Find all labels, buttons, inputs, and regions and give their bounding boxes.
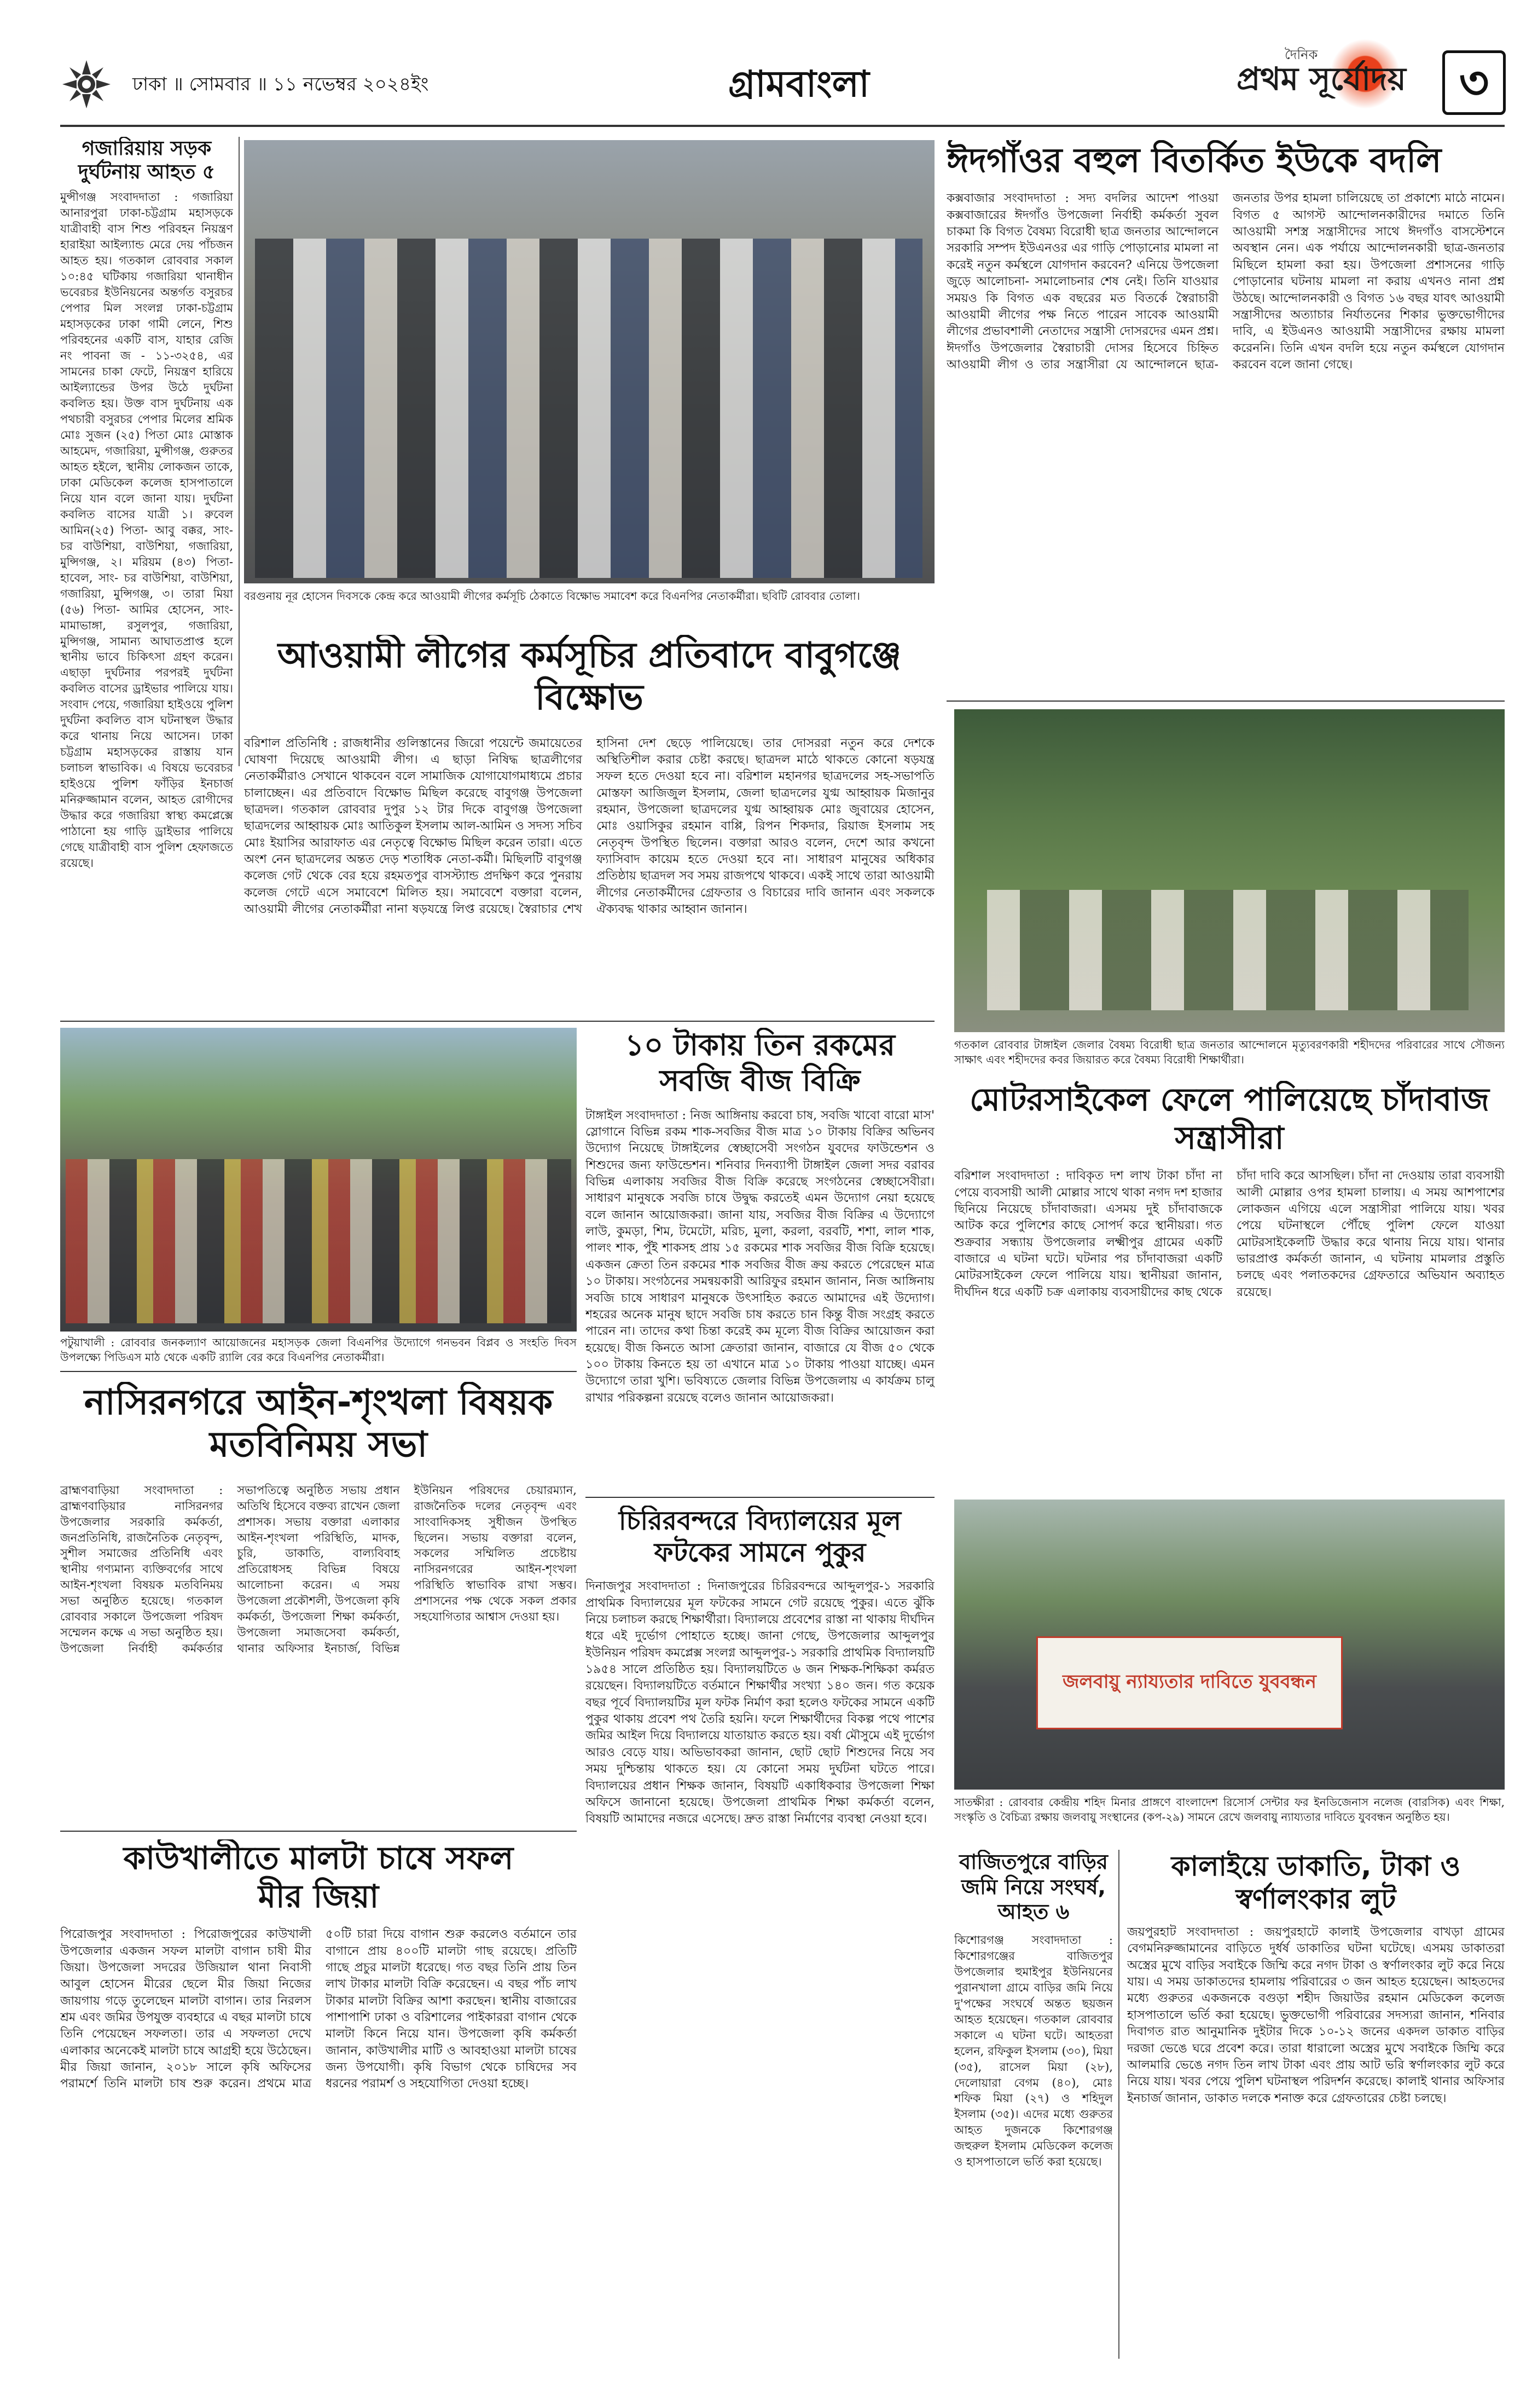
article-headline: কাউখালীতে মালটা চাষে সফল মীর জিয়া <box>123 1839 514 1915</box>
article-body: বরিশাল প্রতিনিধি : রাজধানীর গুলিস্তানের জিরো পয়েন্টে জমায়েতের ঘোষণা দিয়েছে আওয়ামী লীগ। এ ছাড়া নিষিদ্ধ ছাত্রলীগের নেতাকর্মীরাও সেখানে থাকবেন বলে সামাজিক যোগাযোগমাধ্যমে প্রচার চালাচ্ছেন। এর প্রতিবাদে বিক্ষোভ মিছিল করেছে বাবুগঞ্জ উপজেলা ছাত্রদল। গতকাল রোববার দুপুর ১২ টার দিকে বাবুগঞ্জ উপজেলা ছাত্রদলের আহ্বায়ক মোঃ আতিকুল ইসলাম আল-আমিন ও সদস্য সচিব মোঃ ইয়াসির আরাফাত এর নেতৃত্বে বিক্ষোভ মিছিল করেন তারা। এতে অংশ নেন ছাত্রদলের অন্তত দেড় শতাধিক নেতা-কর্মী। মিছিলটি বাবুগঞ্জ কলেজ গেট থেকে বের হয়ে রহমতপুর বাসস্ট্যান্ড প্রদক্ষিণ করে পুনরায় কলেজ গেটে এসে সমাবেশে মিলিত হয়। সমাবেশে বক্তারা বলেন, আওয়ামী লীগের নেতাকর্মীরা নানা ষড়যন্ত্রে লিপ্ত রয়েছে। স্বৈরাচার শেখ হাসিনা দেশ ছেড়ে পালিয়েছে। তার দোসররা নতুন করে দেশকে অস্থিতিশীল করার চেষ্টা করছে। ছাত্রদল মাঠে থাকতে কোনো ষড়যন্ত্র সফল হতে দেওয়া হবে না। বরিশাল মহানগর ছাত্রদলের সহ-সভাপতি মোস্তফা আজিজুল ইসলাম, জেলা ছাত্রদলের যুগ্ম আহ্বায়ক মিজানুর রহমান, উপজেলা ছাত্রদলের যুগ্ম আহ্বায়ক মোঃ জুবায়ের হোসেন, মোঃ ওয়াসিকুর রহমান বাপ্পি, রিপন শিকদার, রিয়াজ ইসলাম সহ নেতৃবৃন্দ উপস্থিত ছিলেন। বক্তারা আরও বলেন, দেশে আর কখনো ফ্যাসিবাদ কায়েম হতে দেওয়া হবে না। সাধারণ মানুষের অধিকার প্রতিষ্ঠায় ছাত্রদল সব সময় রাজপথে থাকবে। একই সাথে তারা আওয়ামী লীগের নেতাকর্মীদের গ্রেফতার ও বিচারের দাবি জানান এবং সকলকে ঐক্যবদ্ধ থাকার আহ্বান জানান। <box>244 736 935 917</box>
masthead <box>0 0 1532 130</box>
article-headline: ১০ টাকায় তিন রকমের সবজি বীজ বিক্রি <box>625 1028 895 1098</box>
article-headline: গজারিয়ায় সড়ক দুর্ঘটনায় আহত ৫ <box>78 137 216 184</box>
page-number-box <box>1442 50 1506 115</box>
article-body: জয়পুরহাট সংবাদদাতা : জয়পুরহাটে কালাই উপজেলার বাখড়া গ্রামের বেগমনিরুজ্জামানের বাড়িতে দুর্ধর্ষ ডাকাতির ঘটনা ঘটেছে। এসময় ডাকাতরা অস্ত্রের মুখে বাড়ির সবাইকে জিম্মি করে নগদ টাকা ও স্বর্ণালংকার লুট করে নিয়ে যায়। এ সময় ডাকাতদের হামলায় পরিবারের ৩ জন আহত হয়েছেন। আহতদের মধ্যে গুরুতর একজনকে বগুড়া শহীদ জিয়াউর রহমান মেডিকেল কলেজ হাসপাতালে ভর্তি করা হয়েছে। ভুক্তভোগী পরিবারের সদস্যরা জানান, শনিবার দিবাগত রাত আনুমানিক দুইটার দিকে ১০-১২ জনের একদল ডাকাত বাড়ির দরজা ভেঙে ঘরে প্রবেশ করে। তারা ধারালো অস্ত্রের মুখে সবাইকে জিম্মি করে আলমারি ভেঙে নগদ তিন লাখ টাকা এবং প্রায় আট ভরি স্বর্ণালংকার লুট করে নিয়ে যায়। খবর পেয়ে পুলিশ ঘটনাস্থল পরিদর্শন করেছে। কালাই থানার অফিসার ইনচার্জ জানান, ডাকাত দলকে শনাক্ত করে গ্রেফতারের চেষ্টা চলছে। <box>1127 1925 1505 2105</box>
article-body: টাঙ্গাইল সংবাদদাতা : নিজ আঙ্গিনায় করবো চাষ, সবজি খাবো বারো মাস' স্লোগানে বিভিন্ন রকম শাক-সবজির বীজ মাত্র ১০ টাকায় বিক্রির অভিনব উদ্যোগ নিয়েছে টাঙ্গাইলের স্বেচ্ছাসেবী সংগঠন যুবদের ফাউন্ডেশন ও শিশুদের জন্য ফাউন্ডেশন। শনিবার দিনব্যাপী টাঙ্গাইল জেলা সদর বরাবর বিভিন্ন এলাকায় সবজির বীজ বিক্রি করেছে সংগঠনের স্বেচ্ছাসেবীরা। সাধারণ মানুষকে সবজি চাষে উদ্বুদ্ধ করতেই এমন উদ্যোগ নেয়া হয়েছে বলে জানান আয়োজকরা। জানা যায়, সবজির বীজ বিক্রির এ উদ্যোগে লাউ, কুমড়া, শিম, টমেটো, মরিচ, মুলা, করলা, বরবটি, শশা, লাল শাক, পালং শাক, পুঁই শাকসহ প্রায় ১৫ রকমের শাক সবজির বীজ বিক্রি হয়েছে। একজন ক্রেতা তিন রকমের শাক সবজির বীজ ক্রয় করতে পেরেছেন মাত্র ১০ টাকায়। সংগঠনের সমন্বয়কারী আরিফুর রহমান জানান, নিজ আঙ্গিনায় সবজি চাষে সাধারণ মানুষকে উৎসাহিত করতে আমাদের এই উদ্যোগ। শহরের অনেক মানুষ ছাদে সবজি চাষ করতে চান কিন্তু বীজ সংগ্রহ করতে পারেন না। তাদের কথা চিন্তা করেই কম মূল্যে বীজ বিক্রির আয়োজন করা হয়েছে। বীজ কিনতে আসা ক্রেতারা জানান, বাজারে যে বীজ ৫০ থেকে ১০০ টাকায় কিনতে হয় তা এখানে মাত্র ১০ টাকায় পাওয়া যাচ্ছে। এমন উদ্যোগে তারা খুশি। ভবিষ্যতে জেলার বিভিন্ন উপজেলায় এ কার্যক্রম চালু রাখার পরিকল্পনা রয়েছে বলেও জানান আয়োজকরা। <box>585 1108 935 1405</box>
article-motorcycle <box>954 1081 1505 1491</box>
divider <box>60 1021 935 1022</box>
article-nasirnagar <box>60 1376 577 1825</box>
barguna-rally-photo <box>244 140 935 583</box>
graves-shape <box>987 890 1469 1010</box>
barguna-photo-caption: বরগুনায় নূর হোসেন দিবসকে কেন্দ্র করে আওয়ামী লীগের কর্মসূচি ঠেকাতে বিক্ষোভ সমাবেশ করে বিএনপির নেতাকর্মীরা। ছবিটি রোববার তোলা। <box>244 589 860 603</box>
article-body: কক্সবাজার সংবাদদাতা : সদ্য বদলির আদেশ পাওয়া কক্সবাজারের ঈদগাঁও উপজেলা নির্বাহী কর্মকর্তা সুবল চাকমা কি বিগত বৈষম্য বিরোধী ছাত্র জনতার আন্দোলনে সরকারি সম্পদ ইউএনওর এর গাড়ি পোড়ানোর মামলা না করেই নতুন কর্মস্থলে যোগদান করবেন? এনিয়ে উপজেলা জুড়ে আলোচনা- সমালোচনার শেষ নেই। তিনি যাওয়ার সময়ও কি বিগত এক বছরের মত বিতর্কে স্বৈরাচারী আওয়ামী লীগের পক্ষ নিতে পারেন সাবেক আওয়ামী লীগের প্রভাবশালী নেতাদের সন্ত্রাসী দোসরদের এমন প্রশ্ন। ঈদগাঁও উপজেলার স্বৈরাচারী দোসর হিসেবে চিহ্নিত আওয়ামী লীগ ও তার সন্ত্রাসীরা যে আন্দোলনে ছাত্র-জনতার উপর হামলা চালিয়েছে তা প্রকাশ্যে মাঠে নামেন। বিগত ৫ আগস্ট আন্দোলনকারীদের দমাতে তিনি আওয়ামী সশস্ত্র সন্ত্রাসীদের সাথে ঈদগাঁও বাসস্টেশনে অবস্থান নেন। এক পর্যায়ে আন্দোলনকারী ছাত্র-জনতার মিছিলে হামলা করা হয়। উপজেলা প্রশাসনের গাড়ি পোড়ানোর ঘটনায় মামলা না করায় এখনও নানা প্রশ্ন উঠছে। আন্দোলনকারী ও বিগত ১৬ বছর যাবৎ আওয়ামী সন্ত্রাসীদের অত্যাচার নির্যাতনের শিকার ভুক্তভোগীদের দাবি, এ ইউএনও আওয়ামী সন্ত্রাসীদের রক্ষায় মামলা করেননি। তিনি এখন বদলি হয়ে নতুন কর্মস্থলে যোগদান করবেন বলে জানা গেছে। <box>947 192 1505 372</box>
satkhira-photo-caption: সাতক্ষীরা : রোববার কেন্দ্রীয় শহিদ মিনার প্রাঙ্গণে বাংলাদেশ রিসোর্স সেন্টার ফর ইনডিজেনাস নলেজ (বারসিক) এবং শিক্ষা, সংস্কৃতি ও বৈচিত্র্য রক্ষায় জলবায়ু সংস্থানের (কপ-২৯) সামনে রেখে জলবায়ু ন্যায্যতার দাবিতে যুববন্ধন অনুষ্ঠিত হয়। <box>954 1796 1505 1824</box>
patuakhali-photo-caption: পটুয়াখালী : রোববার জনকল্যাণ আয়োজনের মহাসড়ক জেলা বিএনপির উদ্যোগে গনভবন বিপ্লব ও সংহতি দিবস উপলক্ষ্যে পিডিএস মাঠ থেকে একটি র‍্যালি বের করে বিএনপির নেতাকর্মীরা। <box>60 1336 577 1364</box>
paper-prefix: দৈনিক <box>1285 47 1318 62</box>
satkhira-photo <box>954 1500 1505 1790</box>
article-headline: বাজিতপুরে বাড়ির জমি নিয়ে সংঘর্ষ, আহত ৬ <box>959 1850 1108 1924</box>
article-headline: আওয়ামী লীগের কর্মসূচির প্রতিবাদে বাবুগঞ্জে বিক্ষোভ <box>277 635 902 718</box>
article-kaukhali <box>60 1836 577 2361</box>
article-chirirbandar <box>585 1502 935 2361</box>
grave-photo-caption: গতকাল রোববার টাঙ্গাইল জেলার বৈষম্য বিরোধী ছাত্র জনতার আন্দোলনে মৃত্যুবরণকারী শহীদদের পরিবারের সাথে সৌজন্য সাক্ষাৎ এবং শহীদদের কবর জিয়ারত করে বৈষম্য বিরোধী শিক্ষার্থীরা। <box>954 1038 1505 1066</box>
article-headline: চিরিরবন্দরে বিদ্যালয়ের মূল ফটকের সামনে পুকুর <box>618 1506 902 1568</box>
article-body: বরিশাল সংবাদদাতা : দাবিকৃত দশ লাখ টাকা চাঁদা না পেয়ে ব্যবসায়ী আলী মোল্লার সাথে থাকা নগদ দশ হাজার ছিনিয়ে নিয়েছে চাঁদাবাজরা। এসময় দুই চাঁদাবাজকে আটক করে পুলিশের কাছে সোপর্দ করে স্থানীয়রা। গত শুক্রবার সন্ধ্যায় উপজেলার লক্ষ্মীপুর গ্রামের একটি বাজারে এ ঘটনা ঘটে। ঘটনার পর চাঁদাবাজরা একটি মোটরসাইকেল ফেলে পালিয়ে যায়। স্থানীয়রা জানান, দীর্ঘদিন ধরে একটি চক্র এলাকায় ব্যবসায়ীদের কাছ থেকে চাঁদা দাবি করে আসছিল। চাঁদা না দেওয়ায় তারা ব্যবসায়ী আলী মোল্লার ওপর হামলা চালায়। এ সময় আশপাশের লোকজন এগিয়ে এলে সন্ত্রাসীরা পালিয়ে যায়। খবর পেয়ে ঘটনাস্থলে পৌঁছে পুলিশ ফেলে যাওয়া মোটরসাইকেলটি উদ্ধার করে থানায় নিয়ে যায়। থানার ভারপ্রাপ্ত কর্মকর্তা জানান, এ ঘটনায় মামলার প্রস্তুতি চলছে এবং পলাতকদের গ্রেফতারে অভিযান অব্যাহত রয়েছে। <box>954 1169 1505 1299</box>
divider <box>585 1497 935 1498</box>
column-divider <box>239 137 240 766</box>
divider <box>60 1831 577 1832</box>
article-seeds <box>585 1028 935 1493</box>
divider <box>60 1371 577 1372</box>
column-divider <box>1118 1850 1119 2359</box>
article-headline: মোটরসাইকেল ফেলে পালিয়েছে চাঁদাবাজ সন্ত্রাসীরা <box>970 1081 1489 1156</box>
crowd-shape <box>66 1159 571 1323</box>
article-body: ব্রাহ্মণবাড়িয়া সংবাদদাতা : ব্রাহ্মণবাড়িয়ার নাসিরনগর উপজেলার সরকারি কর্মকর্তা, জনপ্রতিনিধি, রাজনৈতিক নেতৃবৃন্দ, সুশীল সমাজের প্রতিনিধি এবং স্থানীয় গণ্যমান্য ব্যক্তিবর্গের সাথে আইন-শৃংখলা বিষয়ক মতবিনিময় সভা অনুষ্ঠিত হয়েছে। গতকাল রোববার সকালে উপজেলা পরিষদ সম্মেলন কক্ষে এ সভা অনুষ্ঠিত হয়। উপজেলা নির্বাহী কর্মকর্তার সভাপতিত্বে অনুষ্ঠিত সভায় প্রধান অতিথি হিসেবে বক্তব্য রাখেন জেলা প্রশাসক। সভায় বক্তারা এলাকার আইন-শৃংখলা পরিস্থিতি, মাদক, চুরি, ডাকাতি, বাল্যবিবাহ প্রতিরোধসহ বিভিন্ন বিষয়ে আলোচনা করেন। এ সময় উপজেলা প্রকৌশলী, উপজেলা কৃষি কর্মকর্তা, উপজেলা শিক্ষা কর্মকর্তা, উপজেলা সমাজসেবা কর্মকর্তা, থানার অফিসার ইনচার্জ, বিভিন্ন ইউনিয়ন পরিষদের চেয়ারম্যান, রাজনৈতিক দলের নেতৃবৃন্দ এবং সাংবাদিকসহ সুধীজন উপস্থিত ছিলেন। সভায় বক্তারা বলেন, সকলের সম্মিলিত প্রচেষ্টায় নাসিরনগরের আইন-শৃংখলা পরিস্থিতি স্বাভাবিক রাখা সম্ভব। প্রশাসনের পক্ষ থেকে সকল প্রকার সহযোগিতার আশ্বাস দেওয়া হয়। <box>60 1483 577 1656</box>
article-idgaon <box>947 140 1505 693</box>
article-babuganj <box>244 629 935 1015</box>
article-headline: ঈদগাঁওর বহুল বিতর্কিত ইউকে বদলি <box>947 140 1442 180</box>
section-name: গ্রামবাংলা <box>728 63 869 105</box>
banner-text: জলবায়ু ন্যায্যতার দাবিতে যুববন্ধন <box>1063 1670 1316 1693</box>
mandala-icon <box>60 58 113 111</box>
article-headline: কালাইয়ে ডাকাতি, টাকা ও স্বর্ণালংকার লুট <box>1171 1850 1461 1915</box>
youth-banner <box>1036 1636 1343 1729</box>
divider <box>947 701 1505 702</box>
crowd-shape <box>255 239 922 578</box>
article-kalai <box>1127 1850 1505 2364</box>
article-body: পিরোজপুর সংবাদদাতা : পিরোজপুরের কাউখালী উপজেলার একজন সফল মালটা বাগান চাষী মীর জিয়া। উপজেলা সদরের উজিয়াল থানা নিবাসী আবুল হোসেন মীরের ছেলে মীর জিয়া নিজের জায়গায় গড়ে তুলেছেন মালটা বাগান। তার নিরলস শ্রম এবং জমির উপযুক্ত ব্যবহারে এ বছর মালটা চাষে তিনি পেয়েছেন সফলতা। তার এ সফলতা দেখে এলাকার অনেকেই মালটা চাষে আগ্রহী হয়ে উঠেছেন। মীর জিয়া জানান, ২০১৮ সালে কৃষি অফিসের পরামর্শে তিনি মালটা চাষ শুরু করেন। প্রথমে মাত্র ৫০টি চারা দিয়ে বাগান শুরু করলেও বর্তমানে তার বাগানে প্রায় ৪০০টি মালটা গাছ রয়েছে। প্রতিটি গাছে প্রচুর মালটা ধরেছে। গত বছর তিনি প্রায় তিন লাখ টাকার মালটা বিক্রি করেছেন। এ বছর পাঁচ লাখ টাকার মালটা বিক্রির আশা করছেন। স্থানীয় বাজারের পাশাপাশি ঢাকা ও বরিশালের পাইকাররা বাগান থেকে মালটা কিনে নিয়ে যান। উপজেলা কৃষি কর্মকর্তা জানান, কাউখালীর মাটি ও আবহাওয়া মালটা চাষের জন্য উপযোগী। কৃষি বিভাগ থেকে চাষিদের সব ধরনের পরামর্শ ও সহযোগিতা দেওয়া হচ্ছে। <box>60 1927 577 2091</box>
patuakhali-rally-photo <box>60 1028 577 1332</box>
date-line: ঢাকা ॥ সোমবার ॥ ১১ নভেম্বর ২০২৪ইং <box>132 73 429 95</box>
article-body: কিশোরগঞ্জ সংবাদদাতা : কিশোরগঞ্জের বাজিতপুর উপজেলার হুমাইপুর ইউনিয়নের পুরানখালা গ্রামে বাড়ির জমি নিয়ে দু'পক্ষের সংঘর্ষে অন্তত ছয়জন আহত হয়েছেন। গতকাল রোববার সকালে এ ঘটনা ঘটে। আহতরা হলেন, রফিকুল ইসলাম (৩০), মিয়া (৩৫), রাসেল মিয়া (২৮), দেলোয়ারা বেগম (৪০), মোঃ শফিক মিয়া (২৭) ও শহিদুল ইসলাম (৩৫)। এদের মধ্যে গুরুতর আহত দুজনকে কিশোরগঞ্জ জহুরুল ইসলাম মেডিকেল কলেজ ও হাসপাতালে ভর্তি করা হয়েছে। <box>954 1933 1113 2169</box>
page-number: ৩ <box>1459 56 1489 109</box>
article-body: মুন্সীগঞ্জ সংবাদদাতা : গজারিয়া আনারপুরা ঢাকা-চট্টগ্রাম মহাসড়কে যাত্রীবাহী বাস শিশু পরিবহন নিয়ন্ত্রণ হারাইয়া আইল্যান্ড মেরে দেয় পাঁচজন আহত হয়। গতকাল রোববার সকাল ১০:৪৫ ঘটিকায় গজারিয়া থানাধীন ভবেরচর ইউনিয়নের অন্তর্গত বসুরচর পেপার মিল সংলগ্ন ঢাকা-চট্টগ্রাম মহাসড়কের ঢাকা গামী লেনে, শিশু পরিবহনের একটি বাস, যাহার রেজি নং পাবনা জ - ১১-৩২৫৪, এর সামনের চাকা ফেটে, নিয়ন্ত্রণ হারিয়ে আইল্যান্ডের উপর উঠে দুর্ঘটনা কবলিত হয়। উক্ত বাস দুর্ঘটনায় এক পথচারী বসুরচর পেপার মিলের শ্রমিক মোঃ সুজন (২৫) পিতা মোঃ মোস্তাক আহমেদ, গজারিয়া, মুন্সীগঞ্জ, গুরুতর আহত হইলে, স্থানীয় লোকজন তাকে, ঢাকা মেডিকেল কলেজ হাসপাতালে নিয়ে যান বলে জানা যায়। দুর্ঘটনা কবলিত বাসের যাত্রী ১। রুবেল আমিন(২৫) পিতা- আবু বক্কর, সাং- চর বাউশিয়া, বাউশিয়া, গজারিয়া, মুন্সিগঞ্জ, ২। মরিয়ম (৪৩) পিতা- হাবেল, সাং- চর বাউশিয়া, বাউশিয়া, গজারিয়া, মুন্সিগঞ্জ, ৩। তারা মিয়া (৫৬) পিতা- আমির হোসেন, সাং- মামাভাঙ্গা, রসুলপুর, গজারিয়া, মুন্সিগঞ্জ, সামান্য আঘাতপ্রাপ্ত হলে স্থানীয় ভাবে চিকিৎসা গ্রহণ করেন। এছাড়া দুর্ঘটনার পরপরই দুর্ঘটনা কবলিত বাসের ড্রাইভার পালিয়ে যায়। সংবাদ পেয়ে, গজারিয়া হাইওয়ে পুলিশ দুর্ঘটনা কবলিত বাস ঘটনাস্থল উদ্ধার করে থানায় নিয়ে আসেন। ঢাকা চট্টগ্রাম মহাসড়কের রাস্তায় যান চলাচল স্বাভাবিক। এ বিষয়ে ভবেরচর হাইওয়ে পুলিশ ফাঁড়ির ইনচার্জ মনিরুজ্জামান বলেন, আহত রোগীদের উদ্ধার করে গজারিয়া স্বাস্থ্য কমপ্লেক্সে পাঠানো হয় গাড়ি ড্রাইভার পালিয়ে গেছে যাত্রীবাহী বাস পুলিশ হেফাজতে রয়েছে। <box>60 190 233 870</box>
article-gojaria <box>60 137 233 1056</box>
article-headline: নাসিরনগরে আইন-শৃংখলা বিষয়ক মতবিনিময় সভা <box>84 1382 553 1465</box>
paper-name: প্রথম সূর্যোদয় <box>1237 60 1406 97</box>
grave-visit-photo <box>954 709 1505 1032</box>
article-body: দিনাজপুর সংবাদদাতা : দিনাজপুরের চিরিরবন্দরে আব্দুলপুর-১ সরকারি প্রাথমিক বিদ্যালয়ের মূল ফটকের সামনে গেট রয়েছে পুকুর। এতে ঝুঁকি নিয়ে চলাচল করছে শিক্ষার্থীরা। বিদ্যালয়ে প্রবেশের রাস্তা না থাকায় দীর্ঘদিন ধরে এই দুর্ভোগ পোহাতে হচ্ছে। জানা গেছে, উপজেলার আব্দুলপুর ইউনিয়ন পরিষদ কমপ্লেক্স সংলগ্ন আব্দুলপুর-১ সরকারি প্রাথমিক বিদ্যালয়টি ১৯৫৪ সালে প্রতিষ্ঠিত হয়। বিদ্যালয়টিতে ৬ জন শিক্ষক-শিক্ষিকা কর্মরত রয়েছেন। বিদ্যালয়টিতে বর্তমানে শিক্ষার্থীর সংখ্যা ১৪০ জন। গত কয়েক বছর পূর্বে বিদ্যালয়টির মূল ফটক নির্মাণ করা হলেও ফটকের সামনে একটি পুকুর থাকায় প্রবেশ পথ তৈরি হয়নি। ফলে শিক্ষার্থীদের বিকল্প পথে পাশের জমির আইল দিয়ে বিদ্যালয়ে যাতায়াত করতে হয়। বর্ষা মৌসুমে এই দুর্ভোগ আরও বেড়ে যায়। অভিভাবকরা জানান, ছোট ছোট শিশুদের নিয়ে সব সময় দুশ্চিন্তায় থাকতে হয়। যে কোনো সময় দুর্ঘটনা ঘটতে পারে। বিদ্যালয়ের প্রধান শিক্ষক জানান, বিষয়টি একাধিকবার উপজেলা শিক্ষা অফিসে জানানো হয়েছে। উপজেলা প্রাথমিক শিক্ষা কর্মকর্তা বলেন, বিষয়টি আমাদের নজরে এসেছে। দ্রুত রাস্তা নির্মাণের ব্যবস্থা নেওয়া হবে। <box>585 1579 935 1826</box>
masthead-rule <box>60 125 1505 127</box>
article-bajitpur <box>954 1850 1113 2364</box>
